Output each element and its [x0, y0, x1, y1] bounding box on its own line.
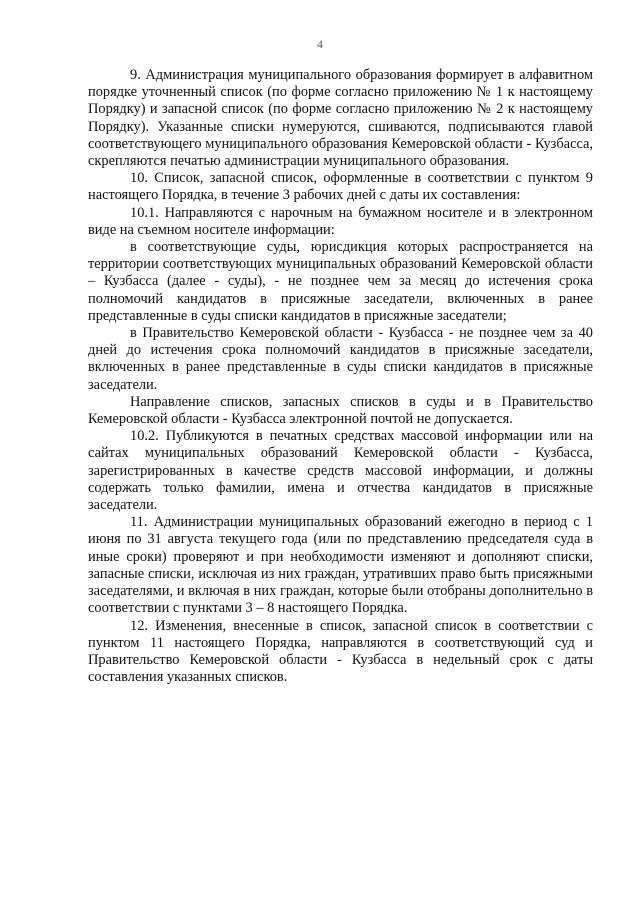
paragraph-9: 9. Администрация муниципального образования формирует в алфавитном порядке уточненный список (по форме согласно приложению № 1 к настоящему Порядку) и запасной список (по форме согласно приложению № 2 к настоящему Порядку). Указанные списки нумеруются, сшиваются, подписываются главой соответствующего муниципального образования Кемеровской области - Кузбасса, скрепляются печатью администрации муниципального образования. — [88, 67, 593, 170]
paragraph-12: 12. Изменения, внесенные в список, запасной список в соответствии с пунктом 11 настоящего Порядка, направляются в соответствующий суд и Правительство Кемеровской области - Кузбасса в недельный срок с даты составления указанных списков. — [88, 617, 593, 686]
paragraph-10-1-government: в Правительство Кемеровской области - Кузбасса - не позднее чем за 40 дней до истечения срока полномочий кандидатов в присяжные заседатели, включенных в ранее представленные в суды списки кандидатов в присяжные заседатели. — [88, 325, 593, 393]
paragraph-10-1: 10.1. Направляются с нарочным на бумажном носителе и в электронном виде на съемном носителе информации: — [88, 204, 593, 238]
paragraph-10-1-email-note: Направление списков, запасных списков в суды и в Правительство Кемеровской области - Кузбасса электронной почтой не допускается. — [88, 393, 593, 428]
document-body — [88, 67, 593, 686]
page-number: 4 — [317, 37, 323, 51]
paragraph-10: 10. Список, запасной список, оформленные в соответствии с пунктом 9 настоящего Порядка, в течение 3 рабочих дней с даты их составления: — [88, 170, 593, 204]
paragraph-10-1-courts: в соответствующие суды, юрисдикция которых распространяется на территории соответствующих муниципальных образований Кемеровской области – Кузбасса (далее - суды), - не позднее чем за месяц до истечения срока полномочий кандидатов в присяжные заседатели, включенных в ранее представленные в суды списки кандидатов в присяжные заседатели; — [88, 239, 593, 324]
paragraph-10-2: 10.2. Публикуются в печатных средствах массовой информации или на сайтах муниципальных образований Кемеровской области - Кузбасса, зарегистрированных в качестве средств массовой информации, и должны содержать только фамилии, имена и отчества кандидатов в присяжные заседатели. — [88, 428, 593, 514]
paragraph-11: 11. Администрации муниципальных образований ежегодно в период с 1 июня по 31 августа текущего года (или по представлению председателя суда в иные сроки) проверяют и при необходимости изменяют и дополняют списки, запасные списки, исключая из них граждан, утративших право быть присяжными заседателями, и включая в них граждан, которые были отобраны дополнительно в соответствии с пунктами 3 – 8 настоящего Порядка. — [88, 514, 593, 617]
